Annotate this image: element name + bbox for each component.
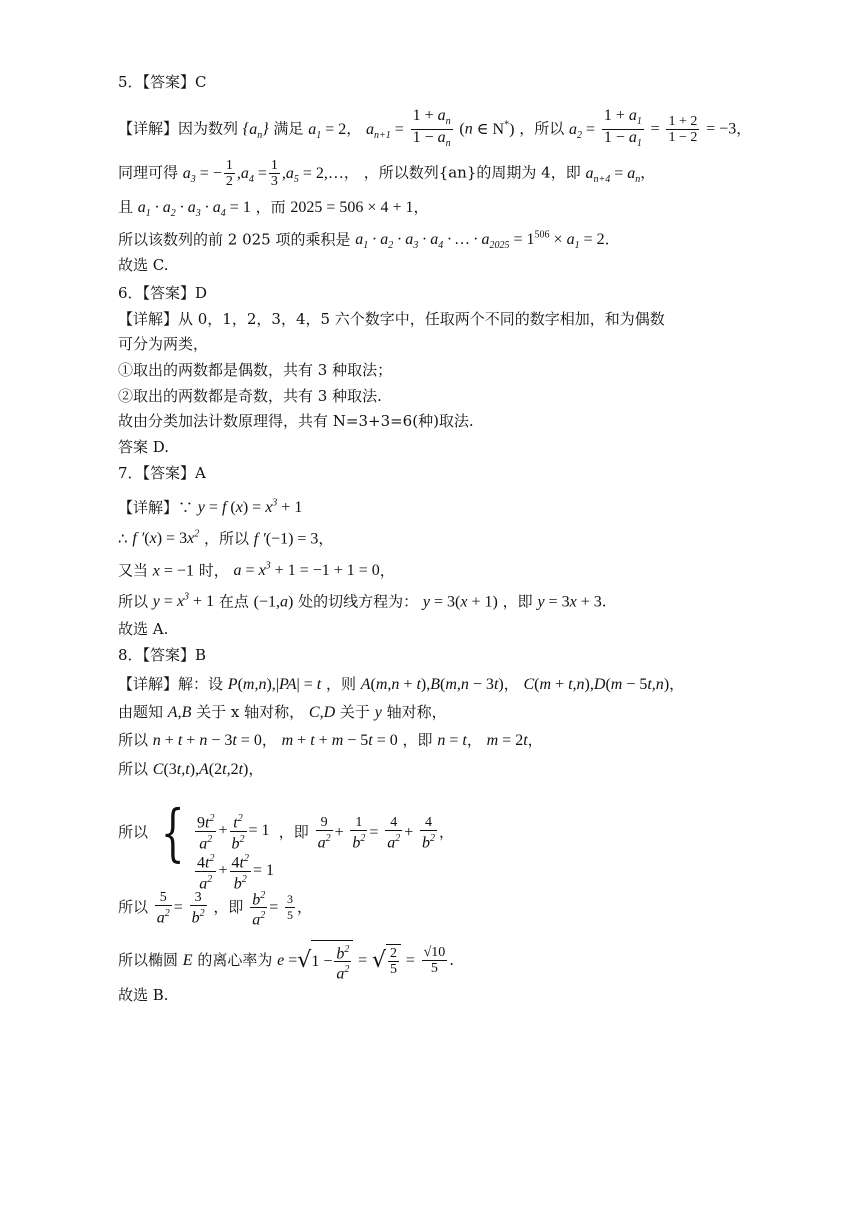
q8-line3: 所以 n + t + n − 3t = 0， m + t + m − 5t = 0 ，即 n = t， m = 2t， bbox=[118, 731, 543, 749]
q8-choose: 故选 B. bbox=[118, 986, 169, 1004]
q7-line1: 【详解】∵ y = f $(x) = x^3 + 1$ bbox=[118, 498, 303, 517]
q6-line5: 故由分类加法计数原理得，共有 N=3+3=6(种)取法. bbox=[118, 412, 474, 430]
q5-choose: 故选 C. bbox=[118, 256, 169, 274]
q5-line1: 【详解】因为数列 $\{a_n\}$ 满足 $a_1 = 2$， $a_{n+1}$ = $\frac{1 + a_n}{1 - a_n}$ (n ∈ N*) ，所以 $a_2$ = $\frac{1 + a_1}{1 - a_1}$ = $\frac{1 + 2}{1 - 2}$ = −3， bbox=[118, 107, 752, 150]
q8-line1: 【详解】解：设 P(m,n),|PA| = t ，则 A(m,n + t),B(m,n − 3t)， C(m + t,n),D(m − 5t,n)， bbox=[118, 675, 685, 693]
q6-answer: 6．【答案】D bbox=[118, 284, 208, 302]
q7-line4: 所以 $y = x^3 + 1$ 在点 (−1,a) 处的切线方程为： y = 3(x + 1) ，即 y = 3x + 3. bbox=[118, 592, 607, 611]
q8-line2: 由题知 A,B 关于 x 轴对称， C,D 关于 y 轴对称， bbox=[118, 703, 447, 721]
q7-line3: 又当 x = −1 时， $a = x^3 + 1 = -1 + 1 = 0$， bbox=[118, 561, 395, 580]
q5-line2: 同理可得 $a_3$ = − $\frac{1}{2}$ $,a_4$ = $\frac{1}{3}$ $,a_5$ = 2,…， ，所以数列{an}的周期为 4，即 $a_{n+4} = a_n$， bbox=[118, 158, 656, 189]
q7-line2: ∴ f $'(x) = 3x^2$ ，所以 f ′(−1) = 3， bbox=[118, 529, 334, 548]
q5-line3: 且 $a_1 \cdot a_2 \cdot a_3 \cdot a_4 = 1$ ，而 2025 = 506 × 4 + 1， bbox=[118, 198, 429, 220]
q6-line2: 可分为两类， bbox=[118, 335, 209, 353]
q7-choose: 故选 A. bbox=[118, 620, 169, 638]
q8-line4: 所以 C(3t,t),A(2t,2t)， bbox=[118, 760, 264, 778]
q6-line1: 【详解】从 0，1，2，3，4，5 六个数字中，任取两个不同的数字相加，和为偶数 bbox=[118, 310, 665, 328]
q7-answer: 7．【答案】A bbox=[118, 464, 206, 482]
q5-line4: 所以该数列的前 2 025 项的乘积是 $a_1 \cdot a_2 \cdot a_3 \cdot a_4$ · … · $a_{2025} = 1^{506} \times a_1 = 2$. bbox=[118, 230, 610, 252]
q6-line3: ①取出的两数都是偶数，共有 3 种取法； bbox=[118, 361, 393, 379]
q8-answer: 8．【答案】B bbox=[118, 646, 207, 664]
q8-line7: 所以椭圆 E 的离心率为 e =√1 − $\frac{b^2}{a^2}$ = √ $\frac{2}{5}$ = $\frac{√10}{5}$ . bbox=[118, 940, 454, 982]
q6-line4: ②取出的两数都是奇数，共有 3 种取法. bbox=[118, 387, 382, 405]
q8-line6: 所以 $\frac{5}{a^2}$ = $\frac{3}{b^2}$ ，即 $\frac{b^2}{a^2}$ = $\frac{3}{5}$ ， bbox=[118, 890, 313, 929]
q8-line5: 所以 { $\frac{9t^2}{a^2}$ + $\frac{t^2}{b^2}$ = 1 $\frac{4t^2}{a^2}$ + $\frac{4t^2}{b^2}$ = 1 ，即 $\frac{9}{a^2}$ + $\frac{1}{b^2}$ = $\frac{4}{a^2}$ + $\frac{4}{b^2}$ ， bbox=[118, 796, 455, 892]
q6-line6: 答案 D. bbox=[118, 438, 170, 456]
q5-answer: 5．【答案】C bbox=[118, 73, 207, 91]
